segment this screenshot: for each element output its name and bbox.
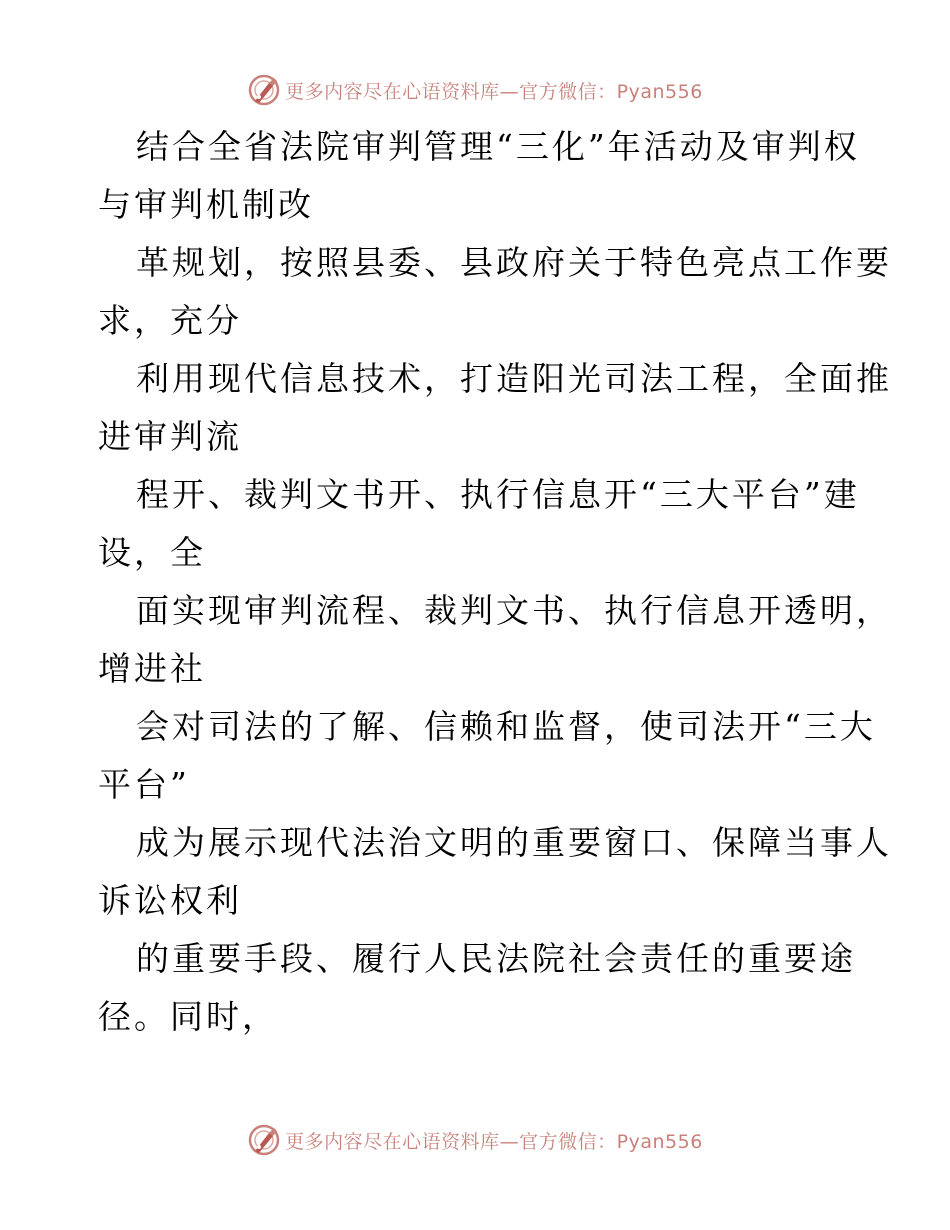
paragraph-line: 成为展示现代法治文明的重要窗口、保障当事人 bbox=[136, 823, 892, 862]
paragraph-line: 利用现代信息技术，打造阳光司法工程，全面推 bbox=[136, 359, 892, 398]
paragraph-line: 会对司法的了解、信赖和监督，使司法开“三大 bbox=[136, 707, 876, 746]
pen-nib-icon bbox=[247, 73, 281, 107]
pen-nib-icon bbox=[247, 1123, 281, 1157]
banner-text: 更多内容尽在心语资料库—官方微信：Pyan556 bbox=[285, 80, 703, 103]
paragraph-line: 程开、裁判文书开、执行信息开“三大平台”建 bbox=[136, 475, 860, 514]
paragraph-line: 的重要手段、履行人民法院社会责任的重要途 bbox=[136, 939, 856, 978]
paragraph-line: 革规划，按照县委、县政府关于特色亮点工作要 bbox=[136, 243, 892, 282]
header-banner bbox=[0, 70, 950, 110]
footer-banner bbox=[0, 1120, 950, 1160]
paragraph-line: 进审判流 bbox=[98, 417, 242, 456]
paragraph-line: 求，充分 bbox=[98, 301, 242, 340]
paragraph-line: 增进社 bbox=[98, 649, 206, 688]
document-body bbox=[98, 118, 892, 1046]
paragraph-line: 平台” bbox=[98, 765, 190, 804]
paragraph-line: 设，全 bbox=[98, 533, 206, 572]
banner-text: 更多内容尽在心语资料库—官方微信：Pyan556 bbox=[285, 1130, 703, 1153]
paragraph-line: 面实现审判流程、裁判文书、执行信息开透明， bbox=[136, 591, 892, 630]
paragraph-line: 结合全省法院审判管理“三化”年活动及审判权 bbox=[136, 127, 860, 166]
paragraph-line: 径。同时， bbox=[98, 997, 278, 1036]
paragraph-line: 与审判机制改 bbox=[98, 185, 314, 224]
paragraph-line: 诉讼权利 bbox=[98, 881, 242, 920]
